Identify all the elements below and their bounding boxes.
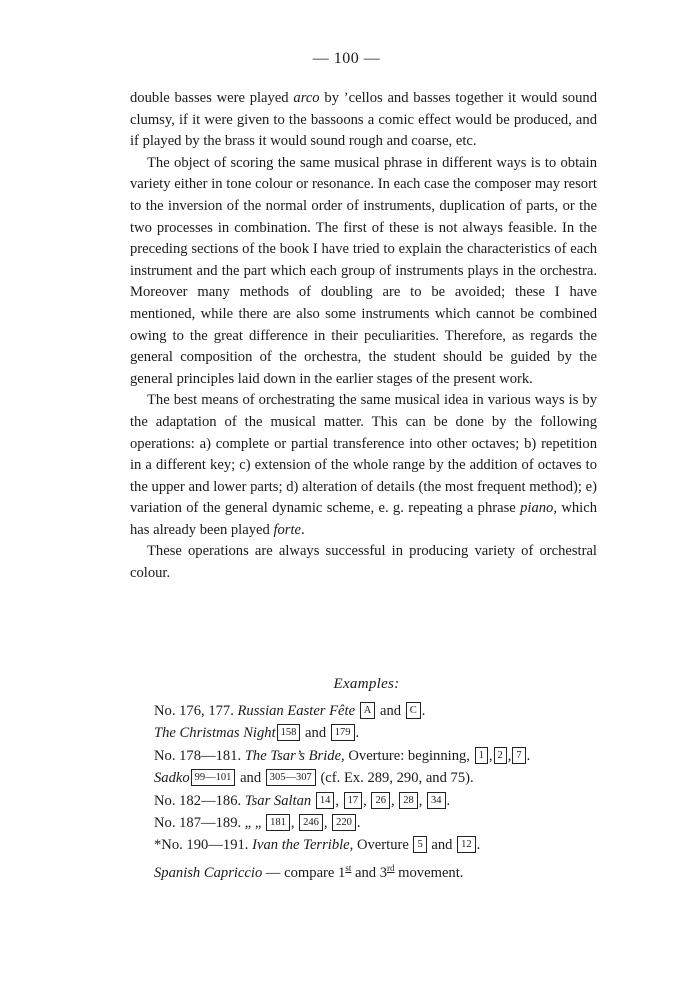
rehearsal-number-box: 2 xyxy=(494,747,507,764)
text-run: . xyxy=(356,815,361,832)
paragraph xyxy=(130,541,597,584)
text-run: The object of scoring the same musical phrase in different ways is to obtain variety either in tone colour or resonance. In each case the composer may resort to the inversion of the normal order of instruments, duplication of parts, or the two processes in combination. The first of these is not always feasible. In the preceding sections of the book I have tried to explain the characteristics of each instrument and the part which each group of instruments plays in the orchestra. Moreover many methods of doubling are to be avoided; these I have mentioned, while there are also some instruments which cannot be combined owing to the great difference in their peculiarities. Therefore, as regards the general composition of the orchestra, the student should be guided by the general principles laid down in the earlier stages of the present work. xyxy=(130,154,597,387)
text-run: . xyxy=(301,521,305,538)
text-run: and xyxy=(427,837,457,854)
text-run: and 3 xyxy=(351,864,388,881)
text-run: and xyxy=(236,770,265,787)
text-run: . xyxy=(476,837,481,854)
paragraph xyxy=(130,153,597,391)
examples-heading: Examples: xyxy=(333,676,400,692)
rehearsal-number-box: 179 xyxy=(331,724,355,741)
text-run: The best means of orchestrating the same musical idea in various ways is by the adaptation of the musical matter. This can be done by the following operations: a) complete or partial transference into other octaves; b) repetition in a different key; c) extension of the whole range by the addition of octaves to the upper and lower parts; d) alteration of details (the most frequent method); e) variation of the general dynamic scheme, e. g. repeating a phrase xyxy=(130,392,597,517)
examples-list xyxy=(154,700,624,884)
paragraph xyxy=(130,88,597,153)
example-line xyxy=(154,745,624,767)
page-number: — 100 — xyxy=(312,50,381,67)
text-run: and xyxy=(301,725,330,742)
text-run: No. 176, 177. xyxy=(154,703,238,719)
rehearsal-number-box: 220 xyxy=(332,814,356,831)
rehearsal-number-box: C xyxy=(406,702,421,719)
text-run: No. 182—186. xyxy=(154,792,245,809)
text-run: These operations are always successful in producing variety of orchestral colour. xyxy=(130,543,597,582)
rehearsal-number-box: 5 xyxy=(413,836,426,853)
italic-text: Sadko xyxy=(154,770,190,787)
text-run: Overture: beginning, xyxy=(344,747,474,764)
text-run: , xyxy=(507,747,512,764)
example-line xyxy=(154,834,624,856)
text-run: and xyxy=(376,703,405,719)
paragraph xyxy=(130,390,597,541)
italic-text: piano xyxy=(520,500,554,517)
italic-text: Ivan the Terrible, xyxy=(252,837,354,854)
text-run: , xyxy=(363,792,371,809)
example-line xyxy=(154,790,624,812)
rehearsal-number-box: 158 xyxy=(277,724,301,741)
rehearsal-number-box: 14 xyxy=(316,792,335,809)
text-run: No. 187—189. „ „ xyxy=(154,815,266,832)
text-run: , xyxy=(323,815,332,832)
text-run: No. 178—181. xyxy=(154,747,245,764)
text-run xyxy=(311,793,315,809)
text-run: , xyxy=(418,792,427,809)
italic-text: Spanish Capriccio xyxy=(154,864,263,881)
text-run: , xyxy=(335,792,343,809)
rehearsal-number-box: 17 xyxy=(344,792,363,809)
text-run: by ’cellos and basses together it would sound clumsy, if it were given to the bassoons a comic effect would be produced, and if played by the brass it would sound rough and coarse, etc. xyxy=(130,90,597,150)
italic-text: Russian Easter Fête xyxy=(237,703,356,719)
rehearsal-number-box: 99—101 xyxy=(191,769,236,786)
rehearsal-number-box: 28 xyxy=(399,792,418,809)
example-line xyxy=(154,767,624,789)
ordinal-suffix: rd xyxy=(387,862,395,873)
rehearsal-number-box: 246 xyxy=(299,814,323,831)
text-run: . xyxy=(421,703,426,719)
text-run: (cf. Ex. 289, 290, and 75). xyxy=(316,770,474,787)
text-run: movement. xyxy=(394,864,464,881)
italic-text: arco xyxy=(293,90,320,106)
example-line xyxy=(154,700,624,722)
rehearsal-number-box: 26 xyxy=(371,792,390,809)
body-text xyxy=(130,88,597,585)
rehearsal-number-box: 12 xyxy=(457,836,476,853)
text-run: double basses were played xyxy=(130,90,294,106)
text-run: , which has already been played xyxy=(130,500,597,538)
ordinal-suffix: st xyxy=(345,862,352,873)
text-run: *No. 190—191. xyxy=(154,837,253,854)
rehearsal-number-box: 305—307 xyxy=(266,769,316,786)
text-run: . xyxy=(526,747,531,764)
example-line xyxy=(154,722,624,744)
text-run: , xyxy=(390,792,399,809)
rehearsal-number-box: 1 xyxy=(475,747,488,764)
text-run: , xyxy=(290,815,299,832)
italic-text: Tsar Saltan xyxy=(244,792,312,809)
text-run: . xyxy=(446,792,451,809)
rehearsal-number-box: A xyxy=(360,702,376,719)
rehearsal-number-box: 34 xyxy=(427,792,446,809)
example-line xyxy=(154,812,624,834)
rehearsal-number-box: 181 xyxy=(266,814,290,831)
example-line xyxy=(154,857,624,884)
italic-text: The Christmas Night xyxy=(154,725,276,742)
italic-text: The Tsar’s Bride, xyxy=(244,747,345,764)
text-run: , xyxy=(488,747,493,764)
text-run: Overture xyxy=(353,837,413,854)
text-run xyxy=(355,703,359,719)
text-run: — compare 1 xyxy=(262,864,346,881)
text-run: . xyxy=(355,725,360,742)
rehearsal-number-box: 7 xyxy=(512,747,525,764)
italic-text: forte xyxy=(273,521,302,538)
